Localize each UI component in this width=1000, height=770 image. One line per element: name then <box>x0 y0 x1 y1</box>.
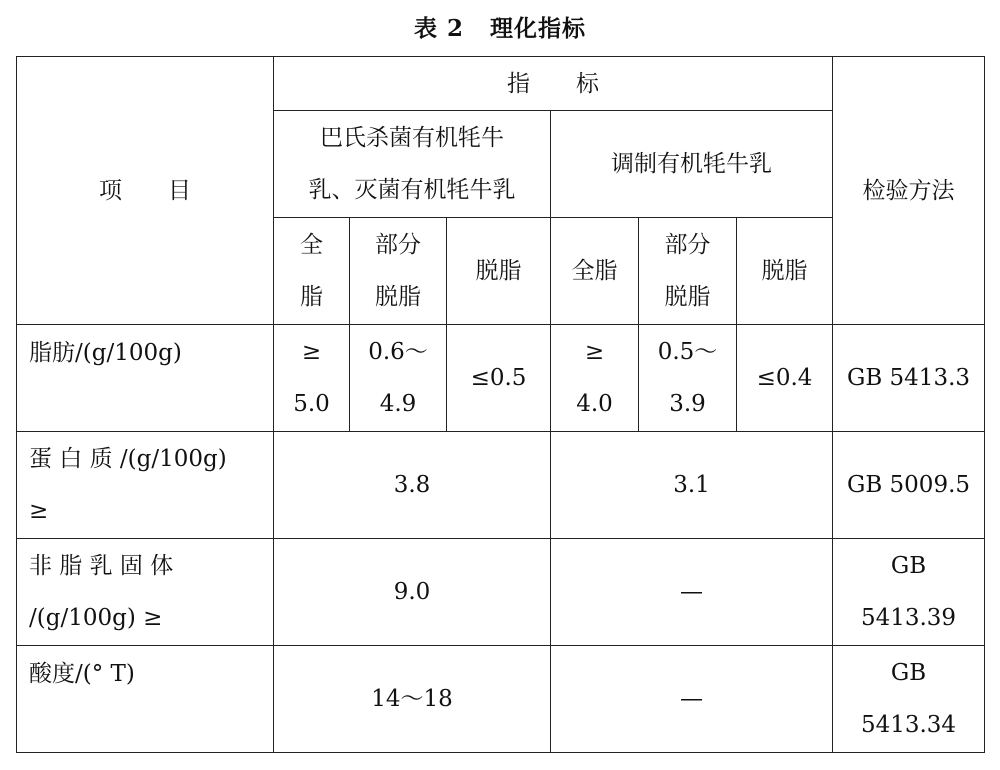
value-cell: 14～18 <box>274 646 551 753</box>
table-row <box>17 325 985 432</box>
header-group-pasteurized-sterilized: 巴氏杀菌有机牦牛 乳、灭菌有机牦牛乳 <box>274 111 551 218</box>
row-item-fat: 脂肪/(g/100g) <box>17 325 274 432</box>
subheader-cell: 脱脂 <box>737 218 833 325</box>
row-item-nonfat-milk-solids: 非 脂 乳 固 体 /(g/100g) ≥ <box>17 539 274 646</box>
value-cell: ≤0.5 <box>447 325 551 432</box>
table-row <box>17 432 985 539</box>
row-item-acidity: 酸度/(° T) <box>17 646 274 753</box>
table-number: 表 2 <box>413 15 464 42</box>
value-cell: ≥ 4.0 <box>551 325 639 432</box>
value-cell: ≥ 5.0 <box>274 325 350 432</box>
value-cell: 3.8 <box>274 432 551 539</box>
method-cell: GB 5009.5 <box>833 432 985 539</box>
table-caption <box>0 10 1000 43</box>
table-title: 理化指标 <box>490 15 586 42</box>
row-item-protein: 蛋 白 质 /(g/100g) ≥ <box>17 432 274 539</box>
value-cell: 0.5～ 3.9 <box>639 325 737 432</box>
value-cell: ≤0.4 <box>737 325 833 432</box>
header-method: 检验方法 <box>833 57 985 325</box>
header-group-modified: 调制有机牦牛乳 <box>551 111 833 218</box>
subheader-cell: 全脂 <box>551 218 639 325</box>
header-item: 项 目 <box>17 57 274 325</box>
subheader-cell: 部分 脱脂 <box>350 218 447 325</box>
value-cell: 9.0 <box>274 539 551 646</box>
subheader-cell: 部分 脱脂 <box>639 218 737 325</box>
method-cell: GB 5413.34 <box>833 646 985 753</box>
value-cell: 0.6～ 4.9 <box>350 325 447 432</box>
header-indicator: 指 标 <box>274 57 833 111</box>
table-row <box>17 539 985 646</box>
subheader-cell: 脱脂 <box>447 218 551 325</box>
value-cell: — <box>551 539 833 646</box>
subheader-cell: 全 脂 <box>274 218 350 325</box>
value-cell: — <box>551 646 833 753</box>
table-row <box>17 646 985 753</box>
method-cell: GB 5413.39 <box>833 539 985 646</box>
method-cell: GB 5413.3 <box>833 325 985 432</box>
physicochemical-indicators-table <box>16 56 985 753</box>
value-cell: 3.1 <box>551 432 833 539</box>
